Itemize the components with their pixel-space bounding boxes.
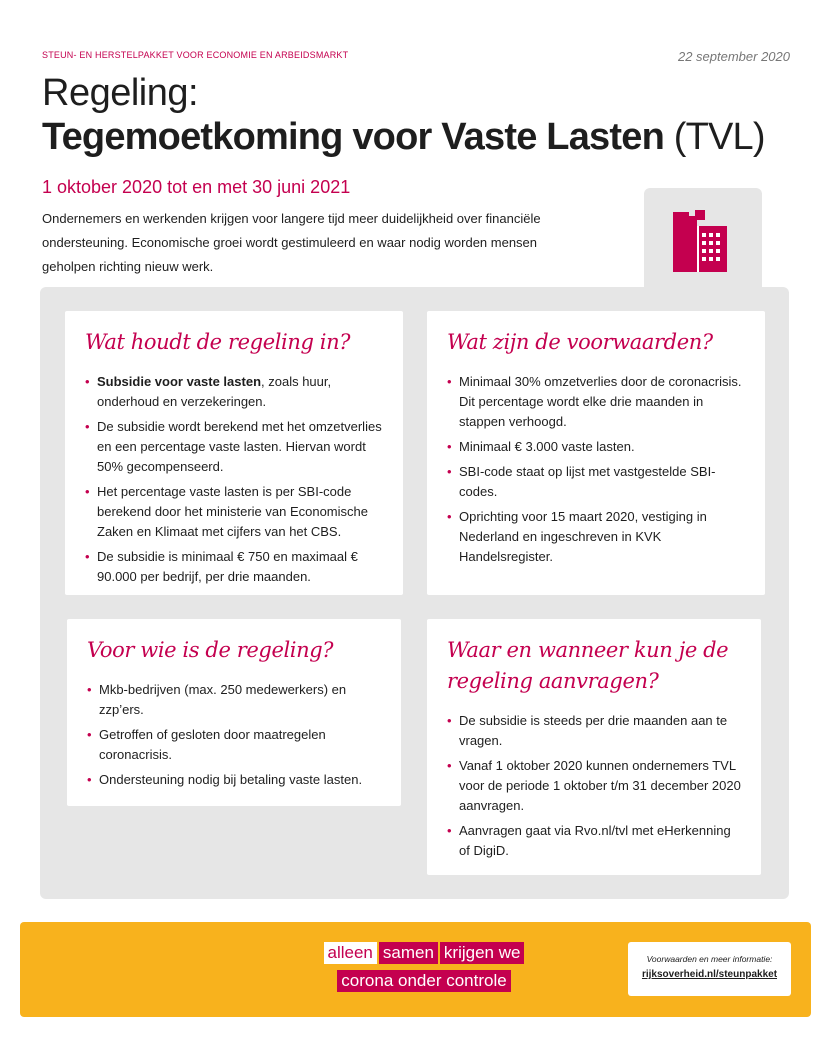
card-title: Wat zijn de voorwaarden? (447, 330, 713, 354)
header-kicker: STEUN- EN HERSTELPAKKET VOOR ECONOMIE EN ARBEIDSMARKT (42, 50, 349, 60)
list-item (85, 372, 385, 412)
list-item: • Ondersteuning nodig bij betaling vaste lasten. (87, 770, 383, 790)
bullet-list (447, 711, 745, 861)
list-item: • De subsidie is minimaal € 750 en maximaal € 90.000 per bedrijf, per drie maanden. (85, 547, 385, 587)
list-item-emphasis: Subsidie voor vaste lasten (97, 374, 262, 389)
list-item: • Vanaf 1 oktober 2020 kunnen ondernemers TVL voor de periode 1 oktober t/m 31 december 2020 aanvragen. (447, 756, 745, 816)
title-prefix: Regeling: (42, 72, 199, 114)
list-item: • Het percentage vaste lasten is per SBI-code berekend door het ministerie van Economische Zaken en Klimaat met cijfers van het CBS. (85, 482, 385, 542)
info-link[interactable]: rijksoverheid.nl/steunpakket (641, 969, 778, 980)
icon-tab (644, 188, 762, 293)
bullet-list (87, 680, 383, 790)
slogan-word: alleen (324, 942, 377, 964)
list-item: • SBI-code staat op lijst met vastgestelde SBI-codes. (447, 462, 749, 502)
list-item: • Minimaal € 3.000 vaste lasten. (447, 437, 749, 457)
card-who-is-it-for (67, 619, 401, 806)
period-subtitle: 1 oktober 2020 tot en met 30 juni 2021 (42, 177, 351, 197)
title-abbreviation: (TVL) (673, 116, 765, 158)
card-what-is-it (65, 311, 403, 595)
card-title: Waar en wanneer kun je de regeling aanvragen? (447, 638, 729, 693)
slogan-line: corona onder controle (337, 970, 510, 992)
campaign-slogan (304, 942, 544, 998)
card-how-to-apply (427, 619, 761, 875)
list-item: • Oprichting voor 15 maart 2020, vestiging in Nederland en ingeschreven in KVK Handelsregister. (447, 507, 749, 567)
list-item: • Aanvragen gaat via Rvo.nl/tvl met eHerkenning of DigiD. (447, 821, 745, 861)
card-conditions (427, 311, 765, 595)
info-box (628, 942, 791, 996)
bullet-list (85, 372, 385, 587)
list-item: • Mkb-bedrijven (max. 250 medewerkers) en zzp’ers. (87, 680, 383, 720)
info-label: Voorwaarden en meer informatie: (646, 954, 773, 964)
page-title (42, 116, 765, 159)
bullet-list (447, 372, 749, 567)
publication-date: 22 september 2020 (677, 49, 790, 64)
list-item: • Minimaal 30% omzetverlies door de coronacrisis. Dit percentage wordt elke drie maanden in stappen verhoogd. (447, 372, 749, 432)
list-item-text: , zoals huur, onderhoud en verzekeringen. (97, 374, 332, 409)
card-title: Voor wie is de regeling? (87, 638, 334, 662)
footer-banner (20, 922, 811, 1017)
list-item: • De subsidie is steeds per drie maanden aan te vragen. (447, 711, 745, 751)
list-item: • De subsidie wordt berekend met het omzetverlies en een percentage vaste lasten. Hiervan wordt 50% gecompenseerd. (85, 417, 385, 477)
intro-paragraph: Ondernemers en werkenden krijgen voor langere tijd meer duidelijkheid over financiële ondersteuning. Economische groei wordt gestimuleerd en waar nodig worden mensen geholpen richting nieuw werk. (42, 211, 541, 274)
list-item: • Getroffen of gesloten door maatregelen coronacrisis. (87, 725, 383, 765)
title-main-text: Tegemoetkoming voor Vaste Lasten (42, 116, 664, 158)
slogan-word: samen (379, 942, 438, 964)
office-building-icon (673, 210, 733, 272)
slogan-word: krijgen we (440, 942, 525, 964)
card-title: Wat houdt de regeling in? (85, 330, 351, 354)
